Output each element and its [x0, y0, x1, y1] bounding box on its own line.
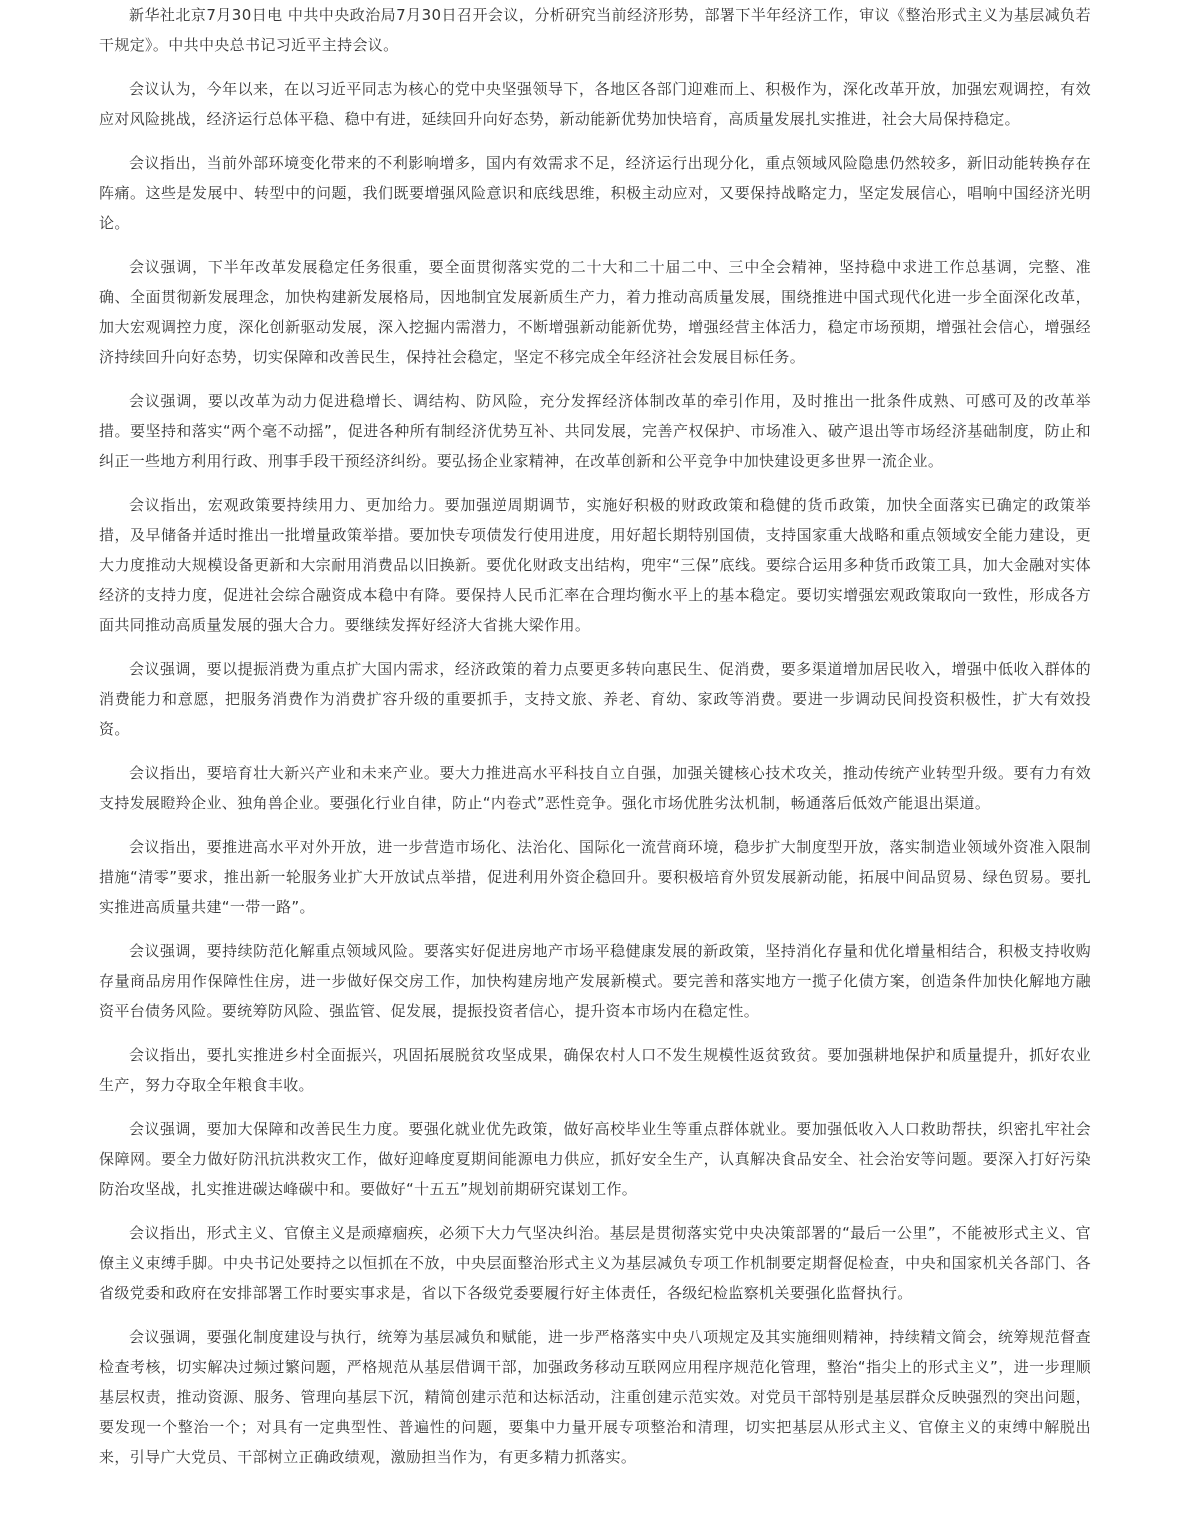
paragraph-3: 会议指出，当前外部环境变化带来的不利影响增多，国内有效需求不足，经济运行出现分化，重点领域风险隐患仍然较多，新旧动能转换存在阵痛。这些是发展中、转型中的问题，我们既要增强风险意识和底线思维，积极主动应对，又要保持战略定力，坚定发展信心，唱响中国经济光明论。 [99, 154, 1091, 232]
paragraph-11: 会议指出，要扎实推进乡村全面振兴，巩固拓展脱贫攻坚成果，确保农村人口不发生规模性返贫致贫。要加强耕地保护和质量提升，抓好农业生产，努力夺取全年粮食丰收。 [99, 1046, 1091, 1094]
paragraph-9: 会议指出，要推进高水平对外开放，进一步营造市场化、法治化、国际化一流营商环境，稳步扩大制度型开放，落实制造业领域外资准入限制措施“清零”要求，推出新一轮服务业扩大开放试点举措，促进利用外资企稳回升。要积极培育外贸发展新动能，拓展中间品贸易、绿色贸易。要扎实推进高质量共建“一带一路”。 [99, 838, 1091, 916]
paragraph-8: 会议指出，要培育壮大新兴产业和未来产业。要大力推进高水平科技自立自强，加强关键核心技术攻关，推动传统产业转型升级。要有力有效支持发展瞪羚企业、独角兽企业。要强化行业自律，防止“内卷式”恶性竞争。强化市场优胜劣汰机制，畅通落后低效产能退出渠道。 [99, 764, 1091, 812]
paragraph-14: 会议强调，要强化制度建设与执行，统筹为基层减负和赋能，进一步严格落实中央八项规定及其实施细则精神，持续精文简会，统筹规范督查检查考核，切实解决过频过繁问题，严格规范从基层借调干部，加强政务移动互联网应用程序规范化管理，整治“指尖上的形式主义”，进一步理顺基层权责，推动资源、服务、管理向基层下沉，精简创建示范和达标活动，注重创建示范实效。对党员干部特别是基层群众反映强烈的突出问题，要发现一个整治一个；对具有一定典型性、普遍性的问题，要集中力量开展专项整治和清理，切实把基层从形式主义、官僚主义的束缚中解脱出来，引导广大党员、干部树立正确政绩观，激励担当作为，有更多精力抓落实。 [99, 1328, 1091, 1466]
paragraph-4: 会议强调，下半年改革发展稳定任务很重，要全面贯彻落实党的二十大和二十届二中、三中全会精神，坚持稳中求进工作总基调，完整、准确、全面贯彻新发展理念，加快构建新发展格局，因地制宜发展新质生产力，着力推动高质量发展，围绕推进中国式现代化进一步全面深化改革，加大宏观调控力度，深化创新驱动发展，深入挖掘内需潜力，不断增强新动能新优势，增强经营主体活力，稳定市场预期，增强社会信心，增强经济持续回升向好态势，切实保障和改善民生，保持社会稳定，坚定不移完成全年经济社会发展目标任务。 [99, 258, 1091, 366]
paragraph-12: 会议强调，要加大保障和改善民生力度。要强化就业优先政策，做好高校毕业生等重点群体就业。要加强低收入人口救助帮扶，织密扎牢社会保障网。要全力做好防汛抗洪救灾工作，做好迎峰度夏期间能源电力供应，抓好安全生产，认真解决食品安全、社会治安等问题。要深入打好污染防治攻坚战，扎实推进碳达峰碳中和。要做好“十五五”规划前期研究谋划工作。 [99, 1120, 1091, 1198]
paragraph-5: 会议强调，要以改革为动力促进稳增长、调结构、防风险，充分发挥经济体制改革的牵引作用，及时推出一批条件成熟、可感可及的改革举措。要坚持和落实“两个毫不动摇”，促进各种所有制经济优势互补、共同发展，完善产权保护、市场准入、破产退出等市场经济基础制度，防止和纠正一些地方利用行政、刑事手段干预经济纠纷。要弘扬企业家精神，在改革创新和公平竞争中加快建设更多世界一流企业。 [99, 392, 1091, 470]
paragraph-6: 会议指出，宏观政策要持续用力、更加给力。要加强逆周期调节，实施好积极的财政政策和稳健的货币政策，加快全面落实已确定的政策举措，及早储备并适时推出一批增量政策举措。要加快专项债发行使用进度，用好超长期特别国债，支持国家重大战略和重点领域安全能力建设，更大力度推动大规模设备更新和大宗耐用消费品以旧换新。要优化财政支出结构，兜牢“三保”底线。要综合运用多种货币政策工具，加大金融对实体经济的支持力度，促进社会综合融资成本稳中有降。要保持人民币汇率在合理均衡水平上的基本稳定。要切实增强宏观政策取向一致性，形成各方面共同推动高质量发展的强大合力。要继续发挥好经济大省挑大梁作用。 [99, 496, 1091, 634]
paragraph-2: 会议认为，今年以来，在以习近平同志为核心的党中央坚强领导下，各地区各部门迎难而上、积极作为，深化改革开放，加强宏观调控，有效应对风险挑战，经济运行总体平稳、稳中有进，延续回升向好态势，新动能新优势加快培育，高质量发展扎实推进，社会大局保持稳定。 [99, 80, 1091, 128]
paragraph-10: 会议强调，要持续防范化解重点领域风险。要落实好促进房地产市场平稳健康发展的新政策，坚持消化存量和优化增量相结合，积极支持收购存量商品房用作保障性住房，进一步做好保交房工作，加快构建房地产发展新模式。要完善和落实地方一揽子化债方案，创造条件加快化解地方融资平台债务风险。要统筹防风险、强监管、促发展，提振投资者信心，提升资本市场内在稳定性。 [99, 942, 1091, 1020]
paragraph-1: 新华社北京7月30日电 中共中央政治局7月30日召开会议，分析研究当前经济形势，部署下半年经济工作，审议《整治形式主义为基层减负若干规定》。中共中央总书记习近平主持会议。 [99, 6, 1091, 54]
paragraph-7: 会议强调，要以提振消费为重点扩大国内需求，经济政策的着力点要更多转向惠民生、促消费，要多渠道增加居民收入，增强中低收入群体的消费能力和意愿，把服务消费作为消费扩容升级的重要抓手，支持文旅、养老、育幼、家政等消费。要进一步调动民间投资积极性，扩大有效投资。 [99, 660, 1091, 738]
article-body [99, 0, 1091, 1486]
paragraph-13: 会议指出，形式主义、官僚主义是顽瘴痼疾，必须下大力气坚决纠治。基层是贯彻落实党中央决策部署的“最后一公里”，不能被形式主义、官僚主义束缚手脚。中央书记处要持之以恒抓在不放，中央层面整治形式主义为基层减负专项工作机制要定期督促检查，中央和国家机关各部门、各省级党委和政府在安排部署工作时要实事求是，省以下各级党委要履行好主体责任，各级纪检监察机关要强化监督执行。 [99, 1224, 1091, 1302]
